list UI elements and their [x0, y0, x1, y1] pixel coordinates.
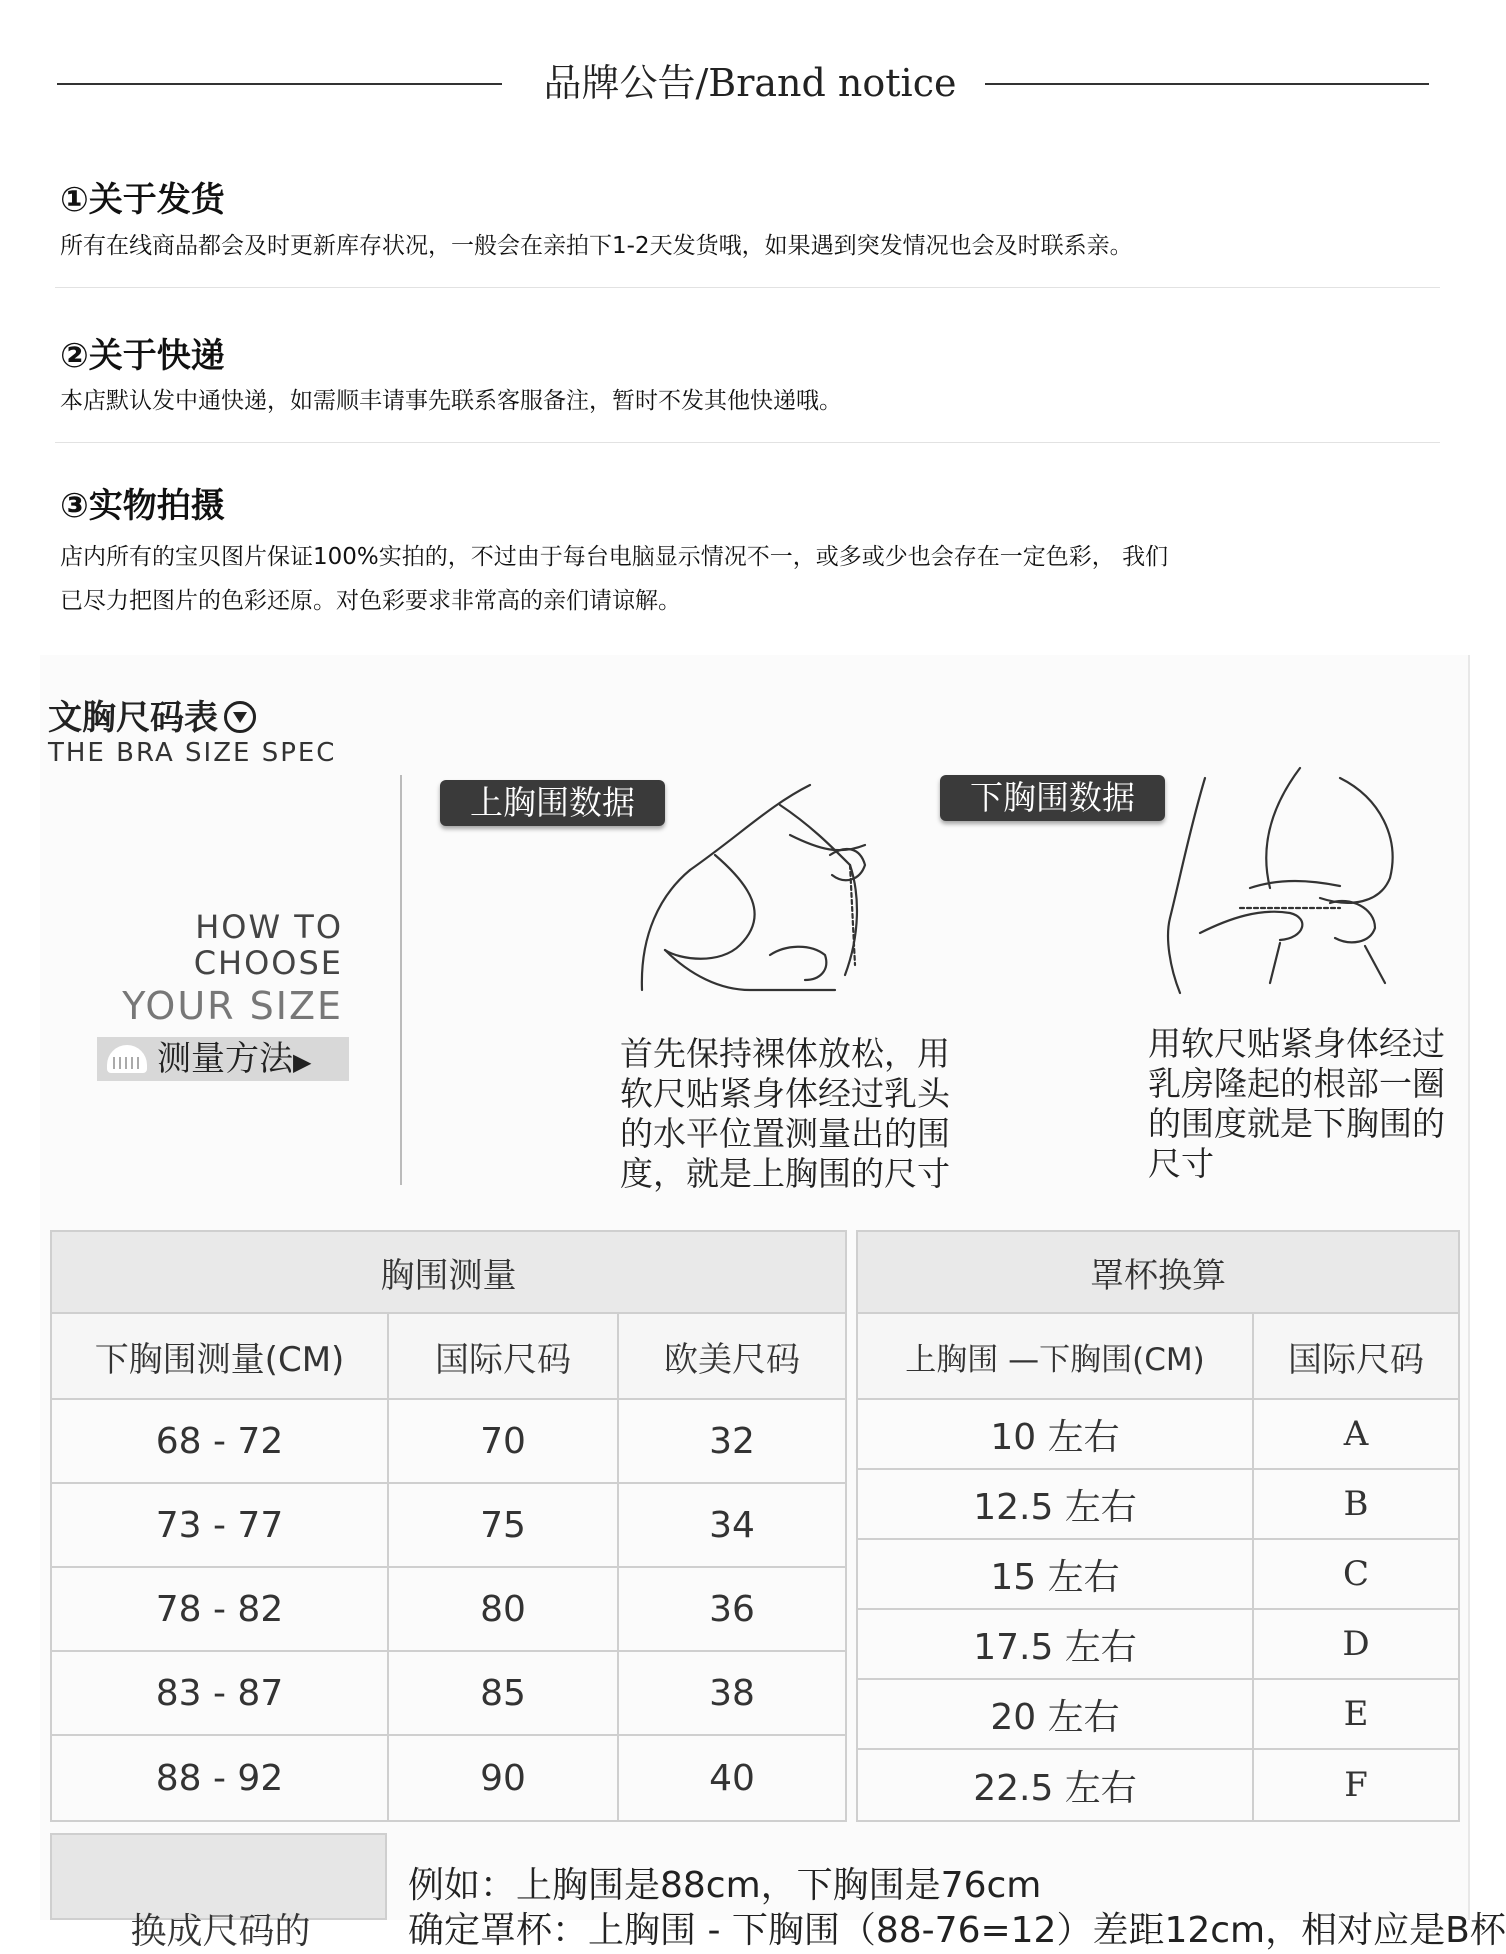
notice-heading-courier: ②关于快递	[60, 336, 225, 376]
under-bust-illustration	[1150, 768, 1420, 993]
table-row	[857, 1469, 1459, 1539]
table-row	[857, 1749, 1459, 1821]
divider	[55, 287, 1440, 288]
table-cell: 38	[618, 1651, 846, 1735]
table-cell: B	[1253, 1469, 1459, 1539]
cup-size-table	[856, 1230, 1460, 1822]
band-col-intl: 国际尺码	[388, 1313, 618, 1399]
upper-bust-illustration	[620, 775, 900, 1000]
upper-bust-desc-line-2: 软尺贴紧身体经过乳头	[620, 1074, 950, 1113]
table-cell: F	[1253, 1749, 1459, 1821]
table-row	[51, 1483, 846, 1567]
table-row	[51, 1735, 846, 1821]
notice-heading-photos: ③实物拍摄	[60, 486, 225, 526]
cup-col-intl: 国际尺码	[1253, 1313, 1459, 1399]
panel-edge	[1468, 655, 1470, 1920]
how-to-line-1: HOW TO	[195, 908, 343, 946]
table-cell: E	[1253, 1679, 1459, 1749]
notice-body-courier: 本店默认发中通快递，如需顺丰请事先联系客服备注，暂时不发其他快递哦。	[60, 388, 842, 414]
table-cell: 78 - 82	[51, 1567, 388, 1651]
size-spec-subtitle: THE BRA SIZE SPEC	[48, 738, 337, 768]
size-spec-title: 文胸尺码表	[48, 690, 256, 739]
table-cell: 12.5 左右	[857, 1469, 1253, 1539]
table-cell: 20 左右	[857, 1679, 1253, 1749]
measure-method-label: 测量方法	[157, 1039, 293, 1079]
notice-body-photos-line1: 店内所有的宝贝图片保证100%实拍的，不过由于每台电脑显示情况不一，或多或少也会存在一定色彩， 我们	[60, 544, 1169, 570]
how-to-line-2: CHOOSE	[193, 944, 343, 982]
vertical-divider	[400, 775, 402, 1185]
ruler-icon	[107, 1045, 147, 1073]
divider	[55, 442, 1440, 443]
expand-down-icon	[224, 701, 256, 733]
page-title: 品牌公告/Brand notice	[543, 61, 957, 105]
under-bust-desc-line-3: 的围度就是下胸围的	[1148, 1104, 1445, 1143]
how-to-line-3: YOUR SIZE	[122, 984, 343, 1028]
table-row	[51, 1567, 846, 1651]
table-cell: 75	[388, 1483, 618, 1567]
notice-body-shipping: 所有在线商品都会及时更新库存状况，一般会在亲拍下1-2天发货哦，如果遇到突发情况也会及时联系亲。	[60, 233, 1133, 259]
band-col-underbust: 下胸围测量(CM)	[51, 1313, 388, 1399]
table-cell: 70	[388, 1399, 618, 1483]
upper-bust-desc-line-1: 首先保持裸体放松，用	[620, 1034, 950, 1073]
measure-method-button[interactable]	[97, 1037, 349, 1081]
table-cell: 10 左右	[857, 1399, 1253, 1469]
table-cell: 68 - 72	[51, 1399, 388, 1483]
cup-col-difference: 上胸围 —下胸围(CM)	[857, 1313, 1253, 1399]
under-bust-desc-line-2: 乳房隆起的根部一圈	[1148, 1064, 1445, 1103]
cup-table-group-header: 罩杯换算	[857, 1231, 1459, 1313]
table-cell: 36	[618, 1567, 846, 1651]
under-bust-desc-line-1: 用软尺贴紧身体经过	[1148, 1024, 1445, 1063]
table-cell: 90	[388, 1735, 618, 1821]
example-label: 换成尺码的	[130, 1911, 311, 1952]
notice-heading-shipping: ①关于发货	[60, 180, 225, 220]
upper-bust-label: 上胸围数据	[440, 780, 665, 826]
under-bust-desc-line-4: 尺寸	[1148, 1144, 1214, 1183]
table-cell: D	[1253, 1609, 1459, 1679]
play-arrow-icon: ▶	[293, 1048, 312, 1076]
example-line-2: 确定罩杯：上胸围 - 下胸围（88-76=12）差距12cm，相对应是B杯	[408, 1910, 1506, 1951]
notice-body-photos-line2: 已尽力把图片的色彩还原。对色彩要求非常高的亲们请谅解。	[60, 588, 681, 614]
table-row	[857, 1399, 1459, 1469]
table-row	[857, 1679, 1459, 1749]
table-cell: 88 - 92	[51, 1735, 388, 1821]
table-cell: 40	[618, 1735, 846, 1821]
upper-bust-desc-line-4: 度，就是上胸围的尺寸	[620, 1154, 950, 1193]
table-row	[857, 1539, 1459, 1609]
example-line-1: 例如：上胸围是88cm，下胸围是76cm	[408, 1865, 1042, 1906]
table-cell: 22.5 左右	[857, 1749, 1253, 1821]
band-col-eu-us: 欧美尺码	[618, 1313, 846, 1399]
table-cell: 17.5 左右	[857, 1609, 1253, 1679]
table-cell: 80	[388, 1567, 618, 1651]
table-cell: A	[1253, 1399, 1459, 1469]
table-cell: 73 - 77	[51, 1483, 388, 1567]
band-table-group-header: 胸围测量	[51, 1231, 846, 1313]
table-row	[51, 1651, 846, 1735]
table-cell: C	[1253, 1539, 1459, 1609]
table-cell: 32	[618, 1399, 846, 1483]
table-cell: 34	[618, 1483, 846, 1567]
table-cell: 85	[388, 1651, 618, 1735]
upper-bust-desc-line-3: 的水平位置测量出的围	[620, 1114, 950, 1153]
table-row	[51, 1399, 846, 1483]
band-size-table	[50, 1230, 847, 1822]
table-cell: 83 - 87	[51, 1651, 388, 1735]
under-bust-label: 下胸围数据	[940, 775, 1165, 821]
table-row	[857, 1609, 1459, 1679]
example-label-cell	[50, 1833, 387, 1952]
table-cell: 15 左右	[857, 1539, 1253, 1609]
